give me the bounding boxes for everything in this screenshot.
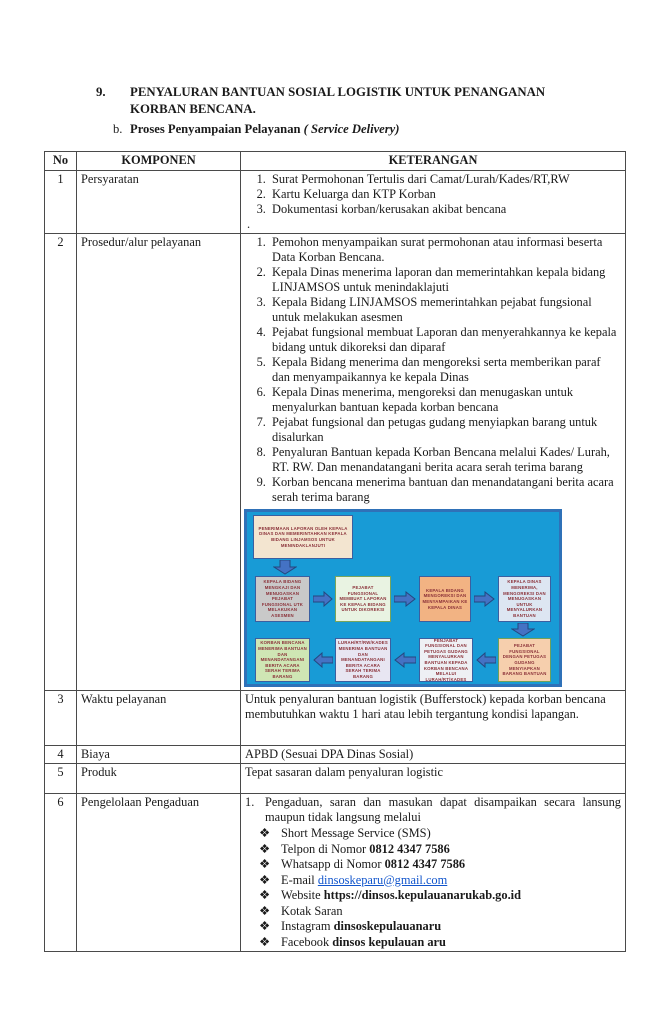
row-number: 3	[45, 691, 77, 746]
bullet-text: E-mail dinsoskeparu@gmail.com	[281, 872, 448, 887]
list-item: 7. Pejabat fungsional dan petugas gudang menyiapkan barang untuk disalurkan	[269, 415, 621, 445]
diamond-bullet-icon: ❖	[259, 826, 271, 840]
flow-arrow-right-icon	[394, 591, 416, 607]
diamond-bullet-icon: ❖	[259, 888, 271, 902]
komponen-label: Waktu pelayanan	[77, 691, 241, 746]
bullet-text: Instagram dinsoskepulauanaru	[281, 919, 442, 933]
diamond-bullet-icon: ❖	[259, 934, 271, 949]
flow-box-kepala-bidang-mengoreksi: KEPALA BIDANG MENGOREKSI DAN MENYAMPAIKAN KE KEPALA DINAS	[419, 576, 471, 622]
col-header-no: No	[45, 152, 77, 171]
bullet-text: Kotak Saran	[281, 903, 343, 918]
diamond-bullet-icon: ❖	[259, 872, 271, 887]
list-item: 8. Penyaluran Bantuan kepada Korban Bencana melalui Kades/ Lurah, RT. RW. Dan menandatangani berita acara serah terima barang	[269, 445, 621, 475]
flow-box-kepala-dinas-menerima: KEPALA DINAS MENERIMA, MENGOREKSI DAN MENUGASKAN UNTUK MENYALURKAN BANTUAN	[498, 576, 551, 622]
list-item	[259, 857, 621, 873]
row-number: 4	[45, 746, 77, 764]
komponen-label: Prosedur/alur pelayanan	[77, 234, 241, 691]
flow-box-menyalurkan-bantuan: PENJABAT FUNGSIONAL DAN PETUGAS GUDANG MENYALURKAN BANTUAN KEPADA KORBAN BENCANA MELALUI LURAH/RT/KADES	[419, 638, 473, 682]
list-item: 2. Kartu Keluarga dan KTP Korban	[269, 187, 621, 202]
waktu-text: Untuk penyaluran bantuan logistik (Bufferstock) kepada korban bencana membutuhkan waktu 1 hari atau lebih tergantung kondisi lapangan.	[241, 691, 626, 746]
complaint-channel-list	[245, 826, 621, 950]
flow-box-penerimaan-laporan: PENERIMAAN LAPORAN OLEH KEPALA DINAS DAN MEMERINTAHKAN KEPALA BIDANG LINJAMSOS UNTUK MENINDAKLANJUTI	[253, 515, 353, 559]
table-header-row	[45, 152, 626, 171]
list-item: 3. Dokumentasi korban/kerusakan akibat bencana	[269, 202, 621, 217]
pengaduan-intro: 1. Pengaduan, saran dan masukan dapat disampaikan secara lansung maupun tidak langsung melalui	[245, 795, 621, 824]
service-delivery-table	[44, 151, 626, 952]
komponen-label: Pengelolaan Pengaduan	[77, 794, 241, 952]
diamond-bullet-icon: ❖	[259, 903, 271, 918]
stray-dot: .	[247, 217, 251, 231]
bullet-text: Short Message Service (SMS)	[281, 826, 431, 840]
diamond-bullet-icon: ❖	[259, 919, 271, 933]
list-item: 6. Kepala Dinas menerima, mengoreksi dan menugaskan untuk menyalurkan bantuan kepada korban bencana	[269, 385, 621, 415]
list-item	[259, 904, 621, 920]
intro-number: 1.	[245, 795, 255, 809]
list-item: 1. Pemohon menyampaikan surat permohonan atau informasi beserta Data Korban Bencana.	[269, 235, 621, 265]
list-item: 1. Surat Permohonan Tertulis dari Camat/Lurah/Kades/RT,RW	[269, 172, 621, 187]
document-heading	[96, 84, 596, 137]
flow-arrow-left-icon	[313, 652, 333, 668]
komponen-label: Biaya	[77, 746, 241, 764]
list-item	[259, 888, 621, 904]
list-item	[259, 919, 621, 935]
heading-number: 9.	[96, 85, 106, 99]
bullet-text: Facebook dinsos kepulauan aru	[281, 934, 446, 949]
subheading-italic: ( Service Delivery)	[303, 122, 400, 136]
table-row-prosedur	[45, 234, 626, 691]
heading-text: PENYALURAN BANTUAN SOSIAL LOGISTIK UNTUK PENANGANAN KORBAN BENCANA.	[130, 85, 546, 116]
flow-box-lurah-menerima: LURAH/RT/RW/KADES MENERIMA BANTUAN DAN MENANDATANGANI BERITA ACARA SERAH TERIMA BARANG	[335, 638, 391, 682]
subheading-text: Proses Penyampaian Pelayanan ( Service Delivery)	[130, 122, 400, 136]
list-item	[259, 826, 621, 842]
flow-arrow-down-icon	[273, 560, 297, 575]
list-item: 5. Kepala Bidang menerima dan mengoreksi serta memberikan paraf dan menyampaikannya ke kepala Dinas	[269, 355, 621, 385]
komponen-label: Persyaratan	[77, 171, 241, 234]
list-item	[259, 842, 621, 858]
row-number: 6	[45, 794, 77, 952]
list-item: 9. Korban bencana menerima bantuan dan menandatangani berita acara serah terima barang	[269, 475, 621, 505]
bullet-text: Whatsapp di Nomor 0812 4347 7586	[281, 857, 466, 871]
col-header-komponen: KOMPONEN	[77, 152, 241, 171]
table-row-persyaratan	[45, 171, 626, 234]
table-row-produk	[45, 764, 626, 794]
biaya-text: APBD (Sesuai DPA Dinas Sosial)	[241, 746, 626, 764]
email-link[interactable]: dinsoskeparu@gmail.com	[317, 872, 448, 887]
komponen-label: Produk	[77, 764, 241, 794]
list-item: 3. Kepala Bidang LINJAMSOS memerintahkan pejabat fungsional untuk melakukan asesmen	[269, 295, 621, 325]
list-item: 2. Kepala Dinas menerima laporan dan memerintahkan kepala bidang LINJAMSOS untuk menindaklajuti	[269, 265, 621, 295]
row-number: 5	[45, 764, 77, 794]
table-row-biaya	[45, 746, 626, 764]
bullet-text: Website https://dinsos.kepulauanarukab.go.id	[281, 888, 522, 902]
prosedur-list	[245, 235, 621, 505]
flow-box-korban-menerima: KORBAN BENCANA MENERIMA BANTUAN DAN MENANDATANGANI BERITA ACARA SERAH TERIMA BARANG	[255, 638, 310, 682]
persyaratan-list	[245, 172, 621, 217]
row-number: 1	[45, 171, 77, 234]
list-item	[259, 935, 621, 951]
flow-box-kepala-bidang-mengkaji: KEPALA BIDANG MENGKAJI DAN MENUGASKAN PEJABAT FUNGSIONAL UTK MELAKUKAN ASESMEN	[255, 576, 310, 622]
procedure-flowchart	[244, 509, 562, 687]
flow-arrow-right-icon	[313, 591, 333, 607]
flow-box-menyiapkan-barang: PEJABAT FUNGSIONAL DENGAN PETUGAS GUDANG MENYIAPKAN BARANG BANTUAN	[498, 638, 551, 682]
flow-box-pejabat-membuat-laporan: PEJABAT FUNGSIONAL MEMBUAT LAPORAN KE KEPALA BIDANG UNTUK DIKOREKSI	[335, 576, 391, 622]
flow-arrow-down-icon	[511, 623, 535, 637]
list-item: 4. Pejabat fungsional membuat Laporan dan menyerahkannya ke kepala bidang untuk dikoreksi dan diparaf	[269, 325, 621, 355]
list-item	[259, 873, 621, 889]
flow-arrow-right-icon	[474, 591, 495, 607]
col-header-keterangan: KETERANGAN	[241, 152, 626, 171]
table-row-pengaduan	[45, 794, 626, 952]
table-row-waktu	[45, 691, 626, 746]
bullet-text: Telpon di Nomor 0812 4347 7586	[281, 841, 450, 856]
diamond-bullet-icon: ❖	[259, 857, 271, 871]
flow-arrow-left-icon	[476, 652, 496, 668]
produk-text: Tepat sasaran dalam penyaluran logistic	[241, 764, 626, 794]
row-number: 2	[45, 234, 77, 691]
diamond-bullet-icon: ❖	[259, 841, 271, 856]
subheading-letter: b.	[113, 122, 123, 136]
flow-arrow-left-icon	[394, 652, 416, 668]
